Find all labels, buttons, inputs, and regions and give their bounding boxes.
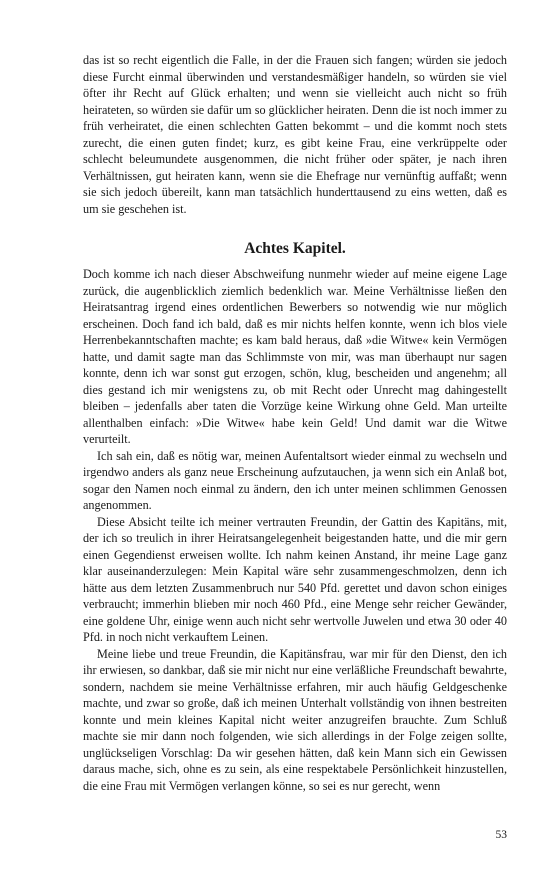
continued-passage (83, 52, 507, 217)
paragraph: das ist so recht eigentlich die Falle, in der die Frauen sich fangen; würden sie jedoch diese Furcht einmal überwinden und verstandesmäßiger handeln, so würden sie viel öfter ihr Recht auf Glück erhalten; und wenn sie vielleicht auch nicht so früh heirateten, so würden sie dafür um so glücklicher heiraten. Denn die ist noch immer zu früh verheiratet, die einen schlechten Gatten bekommt – und die kommt noch stets zurecht, die einen guten findet; kurz, es gibt keine Frau, eine verkrüppelte oder schlecht beleumundete ausgenommen, die nicht früher oder später, je nach ihren Verhältnissen, gut heiraten kann, wenn sie die Ehefrage nur vernünftig auffaßt; wenn sie sich jedoch übereilt, kann man tatsächlich hunderttausend zu eins wetten, daß es um sie geschehen ist. (83, 53, 507, 216)
chapter-title: Achtes Kapitel. (244, 240, 346, 257)
paragraph: Diese Absicht teilte ich meiner vertrauten Freundin, der Gattin des Kapitäns, mit, der ich so treulich in ihrer Heiratsangelegenheit beigestanden hatte, und die mir gern einen Gegendienst erweisen wollte. Ich nahm keinen Anstand, ihr meine Lage ganz klar auseinanderzulegen: Mein Kapital wäre sehr zusammengeschmolzen, denn ich hätte aus dem letzten Zusammenbruch nur 540 Pfd. gerettet und davon schon einiges verbraucht; immerhin blieben mir noch 460 Pfd., eine Menge sehr reicher Gewänder, eine goldene Uhr, einige wenn auch nicht sehr wertvolle Juwelen und etwa 30 oder 40 Pfd. in noch nicht verkauftem Leinen. (83, 514, 507, 644)
paragraph: Doch komme ich nach dieser Abschweifung nunmehr wieder auf meine eigene Lage zurück, die augenblicklich ziemlich bedenklich war. Meine Verhältnisse ließen den Heiratsantrag irgend eines ordentlichen Bewerbers so notwendig wie nur möglich erscheinen. Doch fand ich bald, daß es mir nichts helfen konnte, wenn ich blos viele Herrenbekanntschaften machte; es kam bald heraus, daß »die Witwe« kein Vermögen hatte, und damit sagte man das Schlimmste von mir, was man überhaupt nur sagen konnte, denn ich war sonst gut erzogen, schön, klug, bescheiden und angenehm; all dies gestand ich mir wenigstens zu, ob mit Recht oder Unrecht mag dahingestellt bleiben – jedenfalls aber taten die Vorzüge keine Wirkung ohne Geld. Man urteilte allenthalben einfach: »Die Witwe« habe kein Geld! Und damit war die Witwe verurteilt. (83, 267, 507, 446)
page-number: 53 (495, 829, 507, 841)
chapter-body (83, 266, 507, 794)
paragraph: Ich sah ein, daß es nötig war, meinen Aufentaltsort wieder einmal zu wechseln und irgendwo anders als ganz neue Erscheinung aufzutauchen, ja wenn sich ein Anlaß bot, sogar den Namen noch einmal zu ändern, den ich unter meinen schlimmen Genossen angenommen. (83, 448, 507, 512)
paragraph: Meine liebe und treue Freundin, die Kapitänsfrau, war mir für den Dienst, den ich ihr erwiesen, so dankbar, daß sie mir nicht nur eine verläßliche Freundschaft bewahrte, sondern, nachdem sie meine Verhältnisse erfahren, mir auch häufig Geldgeschenke machte, und zwar so große, daß ich meinen Unterhalt vollständig von ihnen bestreiten konnte und mein kleines Kapital nicht weiter anzugreifen brauchte. Zum Schluß machte sie mir dann noch folgenden, wie sich allerdings in der Folge zeigen sollte, unglückseligen Vorschlag: Da wir gesehen hätten, daß kein Mann sich ein Gewissen daraus mache, sich, ohne es zu sein, als eine respektabele Persönlichkeit hinzustellen, die eine Frau mit Vermögen verlangen könne, so sei es nur gerecht, wenn (83, 646, 507, 793)
